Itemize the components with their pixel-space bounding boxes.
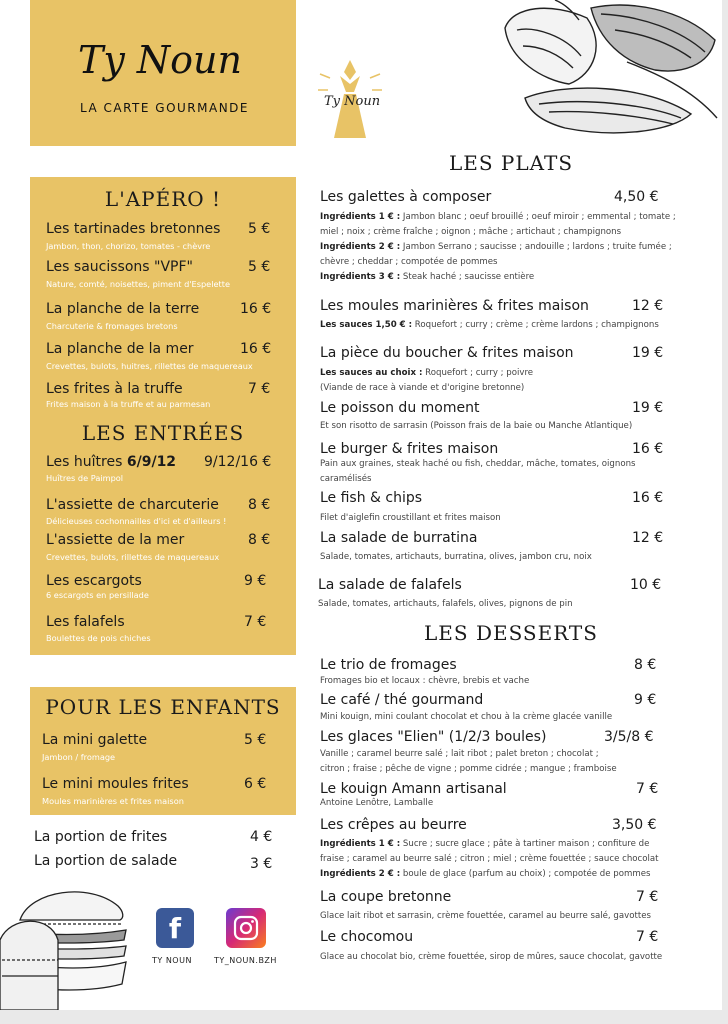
menu-item-name: La coupe bretonne <box>320 889 452 905</box>
menu-item-name: La pièce du boucher & frites maison <box>320 345 574 361</box>
menu-item-name: Le café / thé gourmand <box>320 692 484 708</box>
menu-item-desc: Vanille ; caramel beurre salé ; lait ribot ; palet breton ; chocolat ; <box>320 749 599 759</box>
menu-item-desc: Huîtres de Paimpol <box>46 473 124 483</box>
menu-item-price: 8 € <box>248 497 271 513</box>
menu-item-name: Le kouign Amann artisanal <box>320 781 507 797</box>
menu-item-price: 3,50 € <box>612 817 657 833</box>
menu-item-price: 5 € <box>248 221 271 237</box>
logo-text: Ty Noun <box>324 94 381 109</box>
entrees-title: LES ENTRÉES <box>81 421 245 445</box>
menu-item-desc: 6 escargots en persillade <box>46 590 149 600</box>
menu-item-name: Les glaces "Elien" (1/2/3 boules) <box>320 729 547 745</box>
menu-item-name: L'assiette de charcuterie <box>46 497 219 513</box>
instagram-icon <box>233 915 259 941</box>
menu-item-price: 3/5/8 € <box>604 729 654 745</box>
menu-item-name: La planche de la terre <box>46 301 200 317</box>
menu-item-name: Le mini moules frites <box>42 776 189 792</box>
mussels-illustration <box>495 0 722 150</box>
brand-logo <box>308 52 392 144</box>
menu-item-desc: Salade, tomates, artichauts, falafels, olives, pignons de pin <box>318 599 573 609</box>
menu-item-name: Les galettes à composer <box>320 189 492 205</box>
menu-item-name: Le trio de fromages <box>320 657 457 673</box>
menu-item-price: 19 € <box>632 400 664 416</box>
menu-item-name: Le poisson du moment <box>320 400 480 416</box>
portion-name: La portion de salade <box>34 853 178 869</box>
menu-item-desc: Et son risotto de sarrasin (Poisson frais de la baie ou Manche Atlantique) <box>320 421 633 431</box>
oyster-sizes: 6/9/12 <box>126 454 177 470</box>
menu-item-desc: Glace lait ribot et sarrasin, crème fouettée, caramel au beurre salé, gavottes <box>320 911 651 921</box>
social-label: TY_NOUN.BZH <box>214 956 277 965</box>
menu-item-price: 9 € <box>634 692 657 708</box>
menu-item-desc: Crevettes, bulots, huitres, rillettes de maquereaux <box>46 361 253 371</box>
menu-item-price: 8 € <box>248 532 271 548</box>
kids-title: POUR LES ENFANTS <box>45 695 281 719</box>
menu-item-price: 12 € <box>632 530 664 546</box>
menu-item-name: Les crêpes au beurre <box>320 817 467 833</box>
menu-item-price: 16 € <box>632 441 664 457</box>
menu-item-desc: Pain aux graines, steak haché ou fish, cheddar, mâche, tomates, oignons <box>320 459 636 469</box>
menu-item-desc: Ingrédients 1 € : Sucre ; sucre glace ; pâte à tartiner maison ; confiture de <box>320 839 650 849</box>
apero-entrees-panel <box>30 177 296 655</box>
menu-item-desc: Boulettes de pois chiches <box>46 633 151 643</box>
portion-price: 4 € <box>250 829 273 845</box>
social-label: TY NOUN <box>152 956 192 965</box>
menu-item-name: Le chocomou <box>320 929 414 945</box>
menu-item-price: 7 € <box>244 614 267 630</box>
menu-item-desc: miel ; noix ; crème fraîche ; oignon ; mâche ; artichaut ; champignons <box>320 227 622 237</box>
menu-item-price: 9/12/16 € <box>204 454 272 470</box>
menu-item-desc: Crevettes, bulots, rillettes de maquereaux <box>46 552 220 562</box>
menu-item-price: 5 € <box>244 732 267 748</box>
menu-item-desc: Les sauces au choix : Roquefort ; curry ; poivre <box>320 368 534 378</box>
menu-item-desc: Fromages bio et locaux : chèvre, brebis et vache <box>320 676 530 686</box>
menu-item-name: La mini galette <box>42 732 148 748</box>
portion-price: 3 € <box>250 856 273 872</box>
menu-item-price: 12 € <box>632 298 664 314</box>
menu-item-desc: Moules marinières et frites maison <box>42 796 184 806</box>
menu-item-name: Les saucissons "VPF" <box>46 259 193 275</box>
menu-item-name: Le burger & frites maison <box>320 441 499 457</box>
menu-item-desc: Antoine Lenôtre, Lamballe <box>320 798 434 808</box>
menu-item-name: Les tartinades bretonnes <box>46 221 221 237</box>
kids-panel <box>30 687 296 815</box>
menu-item-name: La planche de la mer <box>46 341 194 357</box>
facebook-icon: f <box>168 911 182 945</box>
apero-title: L'APÉRO ! <box>104 187 222 211</box>
desserts-title: LES DESSERTS <box>424 621 598 645</box>
portion-name: La portion de frites <box>34 829 168 845</box>
menu-item-price: 7 € <box>636 781 659 797</box>
menu-item-price: 6 € <box>244 776 267 792</box>
menu-item-name: Les escargots <box>46 573 142 589</box>
menu-item-name: Les falafels <box>46 614 125 630</box>
menu-item-desc: Filet d'aiglefin croustillant et frites maison <box>320 513 501 523</box>
menu-item-desc: chèvre ; cheddar ; compotée de pommes <box>320 257 498 267</box>
menu-item-desc: Jambon / fromage <box>42 752 116 762</box>
menu-item-desc: Glace au chocolat bio, crème fouettée, sirop de mûres, sauce chocolat, gavotte <box>320 952 663 962</box>
header-panel <box>30 0 296 146</box>
plats-title: LES PLATS <box>448 151 574 175</box>
facebook-link[interactable] <box>156 908 194 948</box>
tagline: LA CARTE GOURMANDE <box>80 101 249 115</box>
menu-item-desc: Ingrédients 1 € : Jambon blanc ; oeuf brouillé ; oeuf miroir ; emmental ; tomate ; <box>320 212 676 222</box>
instagram-link[interactable] <box>226 908 266 948</box>
menu-item-desc: Ingrédients 2 € : boule de glace (parfum au choix) ; compotée de pommes <box>320 869 651 879</box>
menu-item-price: 16 € <box>240 341 272 357</box>
menu-item-price: 16 € <box>240 301 272 317</box>
menu-item-name: L'assiette de la mer <box>46 532 185 548</box>
menu-item-price: 9 € <box>244 573 267 589</box>
menu-item-price: 7 € <box>636 889 659 905</box>
menu-item-desc: Charcuterie & fromages bretons <box>46 321 178 331</box>
menu-item-desc: Les sauces 1,50 € : Roquefort ; curry ; crème ; crème lardons ; champignons <box>320 320 659 330</box>
menu-item-price: 19 € <box>632 345 664 361</box>
menu-item-desc: fraise ; caramel au beurre salé ; citron ; miel ; crème fouettée ; sauce chocolat <box>320 854 659 864</box>
menu-item-price: 4,50 € <box>614 189 659 205</box>
menu-item-price: 10 € <box>630 577 662 593</box>
burger-illustration <box>0 880 140 1010</box>
menu-item-desc: (Viande de race à viande et d'origine bretonne) <box>320 383 525 393</box>
brand-title: Ty Noun <box>78 38 242 82</box>
menu-item-desc: Délicieuses cochonnailles d'ici et d'ailleurs ! <box>46 516 227 526</box>
menu-item-name: La salade de falafels <box>318 577 462 593</box>
menu-item-price: 8 € <box>634 657 657 673</box>
menu-item-price: 7 € <box>636 929 659 945</box>
menu-item-desc: Salade, tomates, artichauts, burratina, olives, jambon cru, noix <box>320 552 592 562</box>
menu-item-price: 7 € <box>248 381 271 397</box>
menu-item-name: Les moules marinières & frites maison <box>320 298 589 314</box>
menu-item-desc: Frites maison à la truffe et au parmesan <box>46 399 211 409</box>
menu-item-desc: Nature, comté, noisettes, piment d'Espelette <box>46 279 230 289</box>
menu-item-desc: Mini kouign, mini coulant chocolat et chou à la crème glacée vanille <box>320 712 613 722</box>
mussels-icon <box>495 0 722 150</box>
menu-item-desc: Ingrédients 2 € : Jambon Serrano ; saucisse ; andouille ; lardons ; truite fumée ; <box>320 242 672 252</box>
menu-item-name: Les huîtres 6/9/12 <box>46 454 177 470</box>
burger-icon <box>0 880 140 1010</box>
menu-item-price: 16 € <box>632 490 664 506</box>
menu-item-price: 5 € <box>248 259 271 275</box>
menu-item-desc: caramélisés <box>320 474 372 484</box>
menu-item-desc: citron ; fraise ; pêche de vigne ; pomme cidrée ; mangue ; framboise <box>320 764 617 774</box>
menu-item-desc: Ingrédients 3 € : Steak haché ; saucisse entière <box>320 272 535 282</box>
menu-item-name: Les frites à la truffe <box>46 381 183 397</box>
menu-item-name: La salade de burratina <box>320 530 478 546</box>
menu-item-desc: Jambon, thon, chorizo, tomates - chèvre <box>46 241 211 251</box>
menu-item-name: Le fish & chips <box>320 490 423 506</box>
